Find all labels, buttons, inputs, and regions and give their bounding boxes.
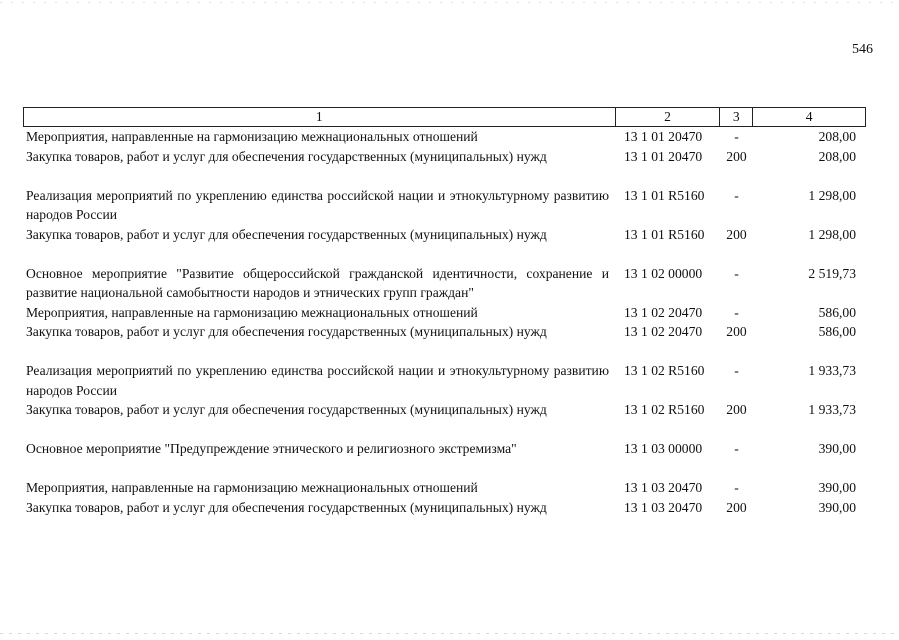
page-number: 546 bbox=[852, 42, 873, 57]
row-code: 13 1 02 00000 bbox=[624, 265, 703, 281]
row-sum: 1 933,73 bbox=[808, 363, 856, 378]
row-name: Основное мероприятие "Предупреждение этнического и религиозного экстремизма" bbox=[26, 441, 517, 456]
row-name: Закупка товаров, работ и услуг для обеспечения государственных (муниципальных) нужд bbox=[26, 324, 547, 339]
table-row bbox=[23, 147, 866, 167]
header-col-3: 3 bbox=[719, 108, 752, 126]
row-vr: 200 bbox=[726, 499, 747, 515]
row-code: 13 1 03 00000 bbox=[624, 441, 703, 456]
row-name: Мероприятия, направленные на гармонизацию межнациональных отношений bbox=[26, 304, 478, 320]
row-name: Мероприятия, направленные на гармонизацию межнациональных отношений bbox=[26, 480, 478, 495]
row-code: 13 1 01 R5160 bbox=[624, 187, 705, 203]
budget-table bbox=[23, 107, 866, 517]
table-row bbox=[23, 439, 866, 459]
scan-edge-bottom bbox=[0, 633, 899, 634]
row-gap bbox=[23, 342, 866, 362]
row-sum: 208,00 bbox=[818, 129, 856, 144]
table-row bbox=[23, 186, 866, 225]
row-name: Реализация мероприятий по укреплению единства российской нации и этнокультурному развитию народов России bbox=[26, 363, 609, 398]
table-row bbox=[23, 225, 866, 245]
row-code: 13 1 02 R5160 bbox=[624, 363, 705, 378]
table-row bbox=[23, 361, 866, 400]
row-vr: - bbox=[734, 480, 739, 495]
row-code: 13 1 03 20470 bbox=[624, 480, 703, 495]
row-vr: 200 bbox=[726, 324, 747, 339]
row-vr: - bbox=[734, 187, 739, 203]
row-code: 13 1 01 20470 bbox=[624, 148, 703, 164]
table-row bbox=[23, 400, 866, 420]
row-code: 13 1 01 R5160 bbox=[624, 226, 705, 242]
row-name: Закупка товаров, работ и услуг для обеспечения государственных (муниципальных) нужд bbox=[26, 148, 547, 164]
header-col-2: 2 bbox=[615, 108, 720, 126]
header-col-1: 1 bbox=[315, 109, 323, 124]
row-name: Закупка товаров, работ и услуг для обеспечения государственных (муниципальных) нужд bbox=[26, 226, 547, 242]
row-sum: 390,00 bbox=[818, 441, 856, 456]
table-header bbox=[23, 107, 866, 127]
row-vr: - bbox=[734, 304, 739, 320]
row-gap bbox=[23, 166, 866, 186]
row-gap bbox=[23, 459, 866, 479]
row-name: Закупка товаров, работ и услуг для обеспечения государственных (муниципальных) нужд bbox=[26, 499, 547, 515]
row-gap bbox=[23, 420, 866, 440]
row-code: 13 1 02 20470 bbox=[624, 324, 703, 339]
row-code: 13 1 02 R5160 bbox=[624, 402, 705, 417]
row-sum: 1 298,00 bbox=[808, 187, 856, 203]
header-col-4: 4 bbox=[752, 108, 865, 126]
row-code: 13 1 02 20470 bbox=[624, 304, 703, 320]
table-row bbox=[23, 127, 866, 147]
row-code: 13 1 03 20470 bbox=[624, 499, 703, 515]
row-vr: - bbox=[734, 129, 739, 144]
row-sum: 208,00 bbox=[818, 148, 856, 164]
table-row bbox=[23, 303, 866, 323]
row-sum: 390,00 bbox=[818, 499, 856, 515]
scan-edge-top bbox=[0, 2, 899, 3]
row-name: Реализация мероприятий по укреплению единства российской нации и этнокультурному развитию народов России bbox=[26, 187, 609, 222]
row-vr: 200 bbox=[726, 402, 747, 417]
row-name: Основное мероприятие "Развитие общероссийской гражданской идентичности, сохранение и развитие национальной самобытности народов и этнических групп граждан" bbox=[26, 265, 609, 300]
row-sum: 2 519,73 bbox=[808, 265, 856, 281]
row-vr: - bbox=[734, 363, 739, 378]
table-row bbox=[23, 322, 866, 342]
row-sum: 390,00 bbox=[818, 480, 856, 495]
row-vr: 200 bbox=[726, 148, 747, 164]
table-row bbox=[23, 264, 866, 303]
table-row bbox=[23, 498, 866, 518]
row-vr: - bbox=[734, 441, 739, 456]
row-vr: 200 bbox=[726, 226, 747, 242]
row-sum: 1 298,00 bbox=[808, 226, 856, 242]
row-sum: 1 933,73 bbox=[808, 402, 856, 417]
row-name: Закупка товаров, работ и услуг для обеспечения государственных (муниципальных) нужд bbox=[26, 402, 547, 417]
row-sum: 586,00 bbox=[818, 324, 856, 339]
row-sum: 586,00 bbox=[818, 304, 856, 320]
row-name: Мероприятия, направленные на гармонизацию межнациональных отношений bbox=[26, 129, 478, 144]
row-code: 13 1 01 20470 bbox=[624, 129, 703, 144]
row-vr: - bbox=[734, 265, 739, 281]
row-gap bbox=[23, 244, 866, 264]
table-row bbox=[23, 478, 866, 498]
